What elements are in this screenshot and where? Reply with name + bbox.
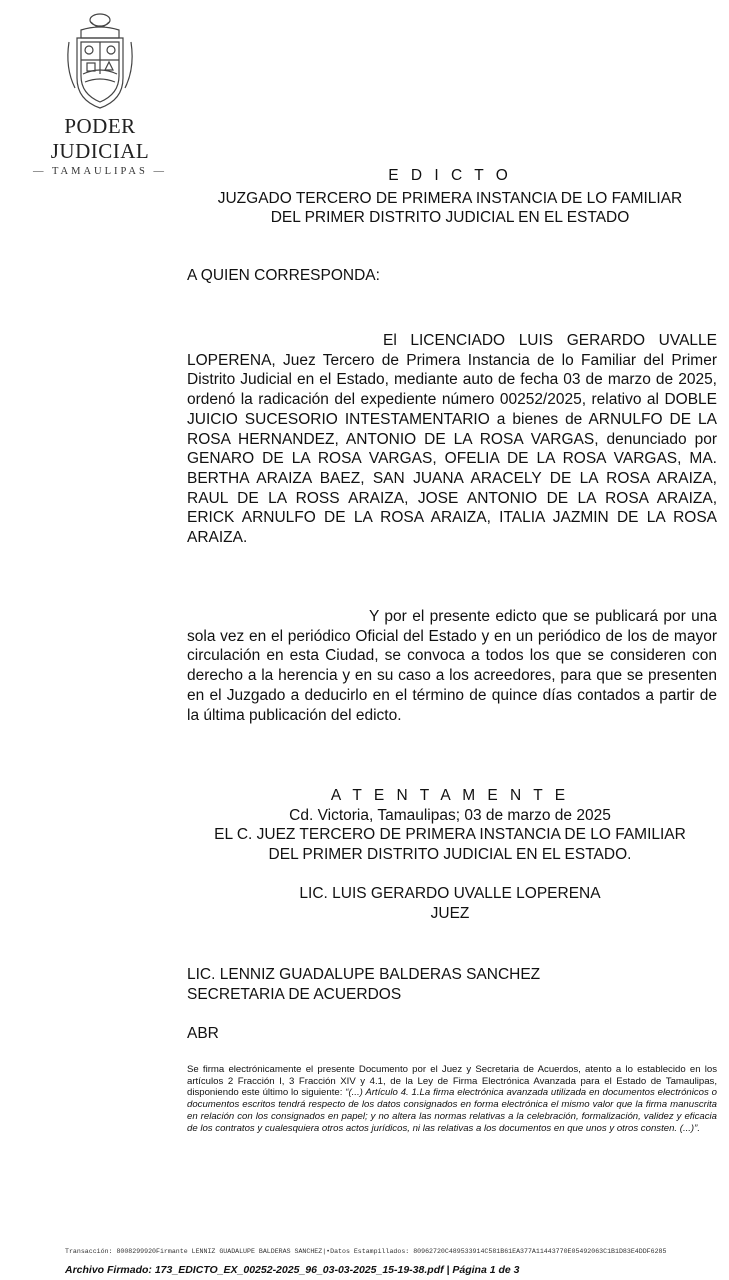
judge-signature [180,884,720,923]
file-footer: Archivo Firmado: 173_EDICTO_EX_00252-2025_96_03-03-2025_15-19-38.pdf | Página 1 de 3 [65,1264,520,1276]
secretary-name: LIC. LENNIZ GUADALUPE BALDERAS SANCHEZ [187,966,541,983]
court-heading [180,189,720,227]
poder-judicial-logo [22,8,178,177]
coat-of-arms-icon [61,8,139,112]
transaction-line: Transacción: 8008299920Firmante LENNIZ GUADALUPE BALDERAS SANCHEZ|•Datos Estampillados: 80962720C489533914C581B61EA377A11443770E05492063C1B1D83E4DDF6285 [65,1248,667,1255]
judge-name: LIC. LUIS GERARDO UVALLE LOPERENA [299,885,601,902]
judge-title-1: EL C. JUEZ TERCERO DE PRIMERA INSTANCIA DE LO FAMILIAR [214,826,686,843]
addressee: A QUIEN CORRESPONDA: [187,267,380,284]
secretary-role: SECRETARIA DE ACUERDOS [187,986,402,1003]
judge-title-2: DEL PRIMER DISTRITO JUDICIAL EN EL ESTADO. [268,845,632,863]
body-paragraph-2: Y por el presente edicto que se publicará por una sola vez en el periódico Oficial del Estado y en un periódico de los de mayor circulación en esta Ciudad, se convoca a todos los que se consideren con derecho a la herencia y en su caso a los acreedores, para que se presenten en el Juzgado a deducirlo en el término de quince días contados a partir de la última publicación del edicto. [187,608,717,724]
court-line-2: DEL PRIMER DISTRITO JUDICIAL EN EL ESTADO [270,209,630,226]
initials: ABR [187,1025,219,1042]
electronic-signature-notice [187,1064,717,1134]
closing-word: A T E N T A M E N T E [330,787,570,804]
court-line-1: JUZGADO TERCERO DE PRIMERA INSTANCIA DE LO FAMILIAR [217,190,683,207]
notice-plain: Se firma electrónicamente el presente Documento por el Juez y Secretaria de Acuerdos, atento a lo establecido en los artículos 2 Fracción I, 3 Fracción XIV y 4.1, de la Ley de Firma Electrónica Avanzada para el Estado de Tamaulipas, disponiendo este último lo siguiente: [187,1064,717,1099]
judge-role: JUEZ [430,904,470,922]
signature-block [180,786,720,864]
secretary-signature [187,965,540,1005]
document-title: E D I C T O [388,167,512,184]
org-state: — TAMAULIPAS — [33,166,167,177]
body-paragraph-1: El LICENCIADO LUIS GERARDO UVALLE LOPERENA, Juez Tercero de Primera Instancia de lo Familiar del Primer Distrito Judicial en el Estado, mediante auto de fecha 03 de marzo de 2025, ordenó la radicación del expediente número 00252/2025, relativo al DOBLE JUICIO SUCESORIO INTESTAMENTARIO a bienes de ARNULFO DE LA ROSA HERNANDEZ, ANTONIO DE LA ROSA VARGAS, denunciado por GENARO DE LA ROSA VARGAS, OFELIA DE LA ROSA VARGAS, MA. BERTHA ARAIZA BAEZ, SAN JUANA ARACELY DE LA ROSA ARAIZA, RAUL DE LA ROSS ARAIZA, JOSE ANTONIO DE LA ROSA ARAIZA, ERICK ARNULFO DE LA ROSA ARAIZA, ITALIA JAZMIN DE LA ROSA ARAIZA. [187,332,717,547]
org-name: PODER JUDICIAL [50,114,150,163]
notice-quote: “(...) Artículo 4. 1.La firma electrónica avanzada utilizada en documentos electrónicos o documentos escritos tendrá respecto de los datos consignados en forma electrónica el mismo valor que la firma manuscrita en relación con los consignados en papel; y no altera las normas relativas a la celebración, formalización, validez y eficacia de los contratos y cualesquiera otros actos jurídicos, ni las relativas a los documentos en que unos y otros consten. (...)”. [187,1087,717,1134]
place-date: Cd. Victoria, Tamaulipas; 03 de marzo de 2025 [289,806,611,824]
